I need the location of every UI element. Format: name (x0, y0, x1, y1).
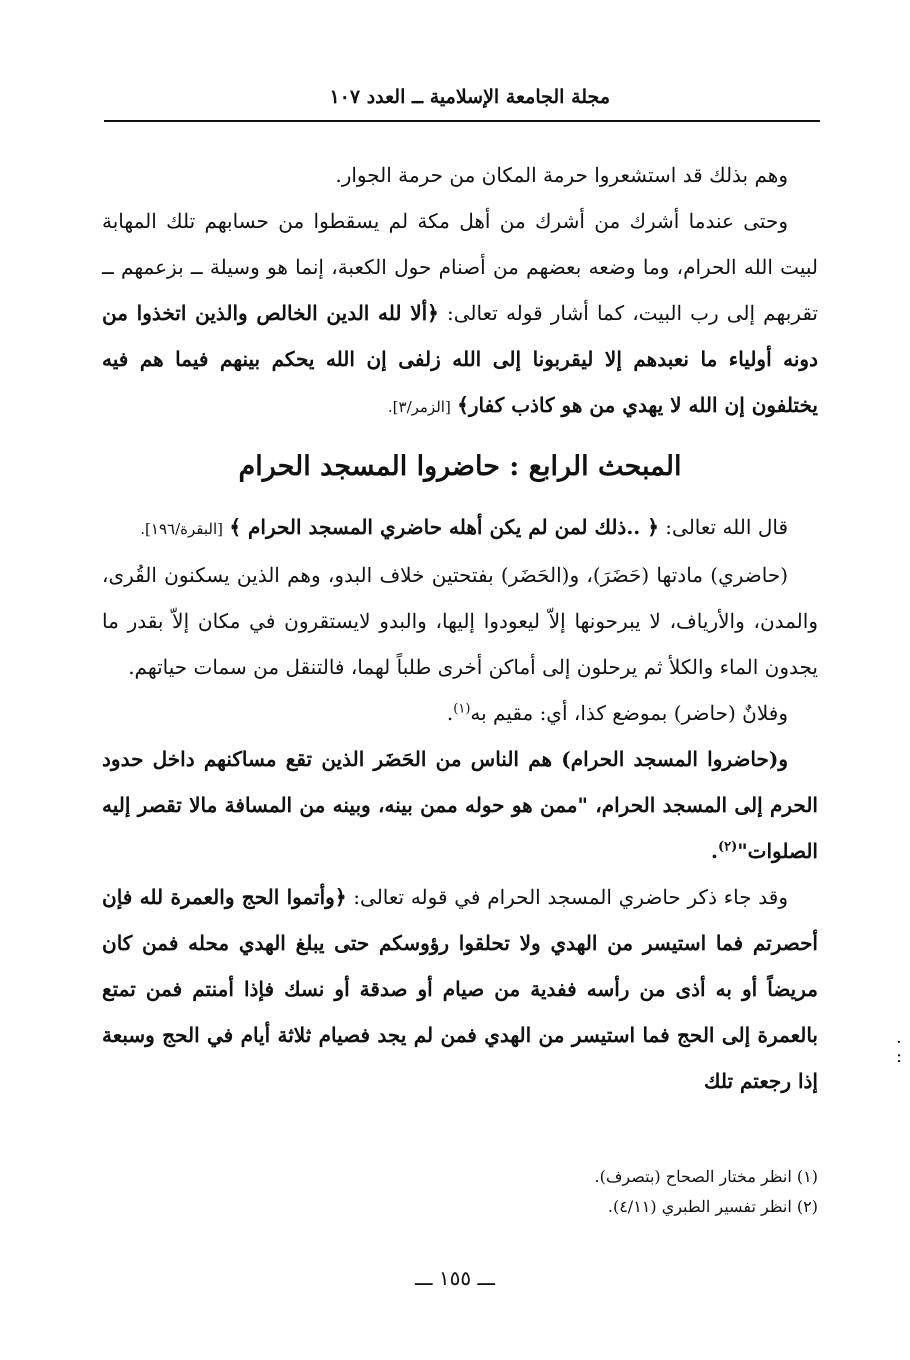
running-header (104, 82, 820, 122)
period: . (446, 701, 454, 725)
section-paragraph-5-text: وقد جاء ذكر حاضري المسجد الحرام في قوله تعالى: (346, 885, 788, 909)
page-number: ـــ ١٥٥ ـــ (414, 1266, 496, 1290)
section-paragraph-5 (102, 874, 818, 1104)
footnote-mark-2[interactable]: (٢) (717, 839, 738, 855)
quran-verse-hajj: ﴿وأتموا الحج والعمرة لله فإن أحصرتم فما استيسر من الهدي ولا تحلقوا رؤوسكم حتى يبلغ الهدي محله فمن كان مريضاً أو به أذى من رأسه ففدية من صيام أو صدقة أو نسك فإذا أمنتم فمن تمتع بالعمرة إلى الحج فما استيسر من الهدي فمن لم يجد فصيام ثلاثة أيام في الحج وسبعة إذا رجعتم تلك (102, 885, 818, 1093)
verse-reference: [البقرة/١٩٦]. (140, 520, 223, 538)
header-rule (104, 120, 820, 122)
section-paragraph-2: (حاضري) مادتها (حَضَرَ)، و(الحَضَر) بفتحتين خلاف البدو، وهم الذين يسكنون القُرى، والمدن، والأرياف، لا يبرحونها إلاّ ليعودوا إليها، والبدو لايستقرون في مكان إلاّ بقدر ما يجدون الماء والكلأ ثم يرحلون إلى أماكن أخرى طلباً لهما، فالتنقل من سمات حياتهم. (102, 563, 818, 679)
quran-verse-baqara: ﴿ ..ذلك لمن لم يكن أهله حاضري المسجد الحرام ﴾ (229, 515, 659, 539)
section-paragraph-3-text: وفلانٌ (حاضر) بموضع كذا، أي: مقيم به (470, 701, 788, 725)
footnote-1: (١) انظر مختار الصحاح (بتصرف). (594, 1167, 818, 1186)
quran-verse-zumar: ﴿ألا لله الدين الخالص والذين اتخذوا من دونه أولياء ما نعبدهم إلا ليقربونا إلى الله زلفى إن الله يحكم بينهم فيما هم فيه يختلفون إن الله لا يهدي من هو كاذب كفار﴾ (102, 301, 818, 417)
footnote-2: (٢) انظر تفسير الطبري (٤/١١). (607, 1197, 818, 1216)
section-paragraph-4 (102, 736, 818, 874)
section-heading: المبحث الرابع : حاضروا المسجد الحرام (238, 451, 682, 482)
section-paragraph-4-text: و(حاضروا المسجد الحرام) هم الناس من الحَضَر الذين تقع مساكنهم داخل حدود الحرم إلى المسجد الحرام، "ممن هو حوله ممن بينه، وبينه من المسافة مالا تقصر إليه الصلوات" (102, 747, 818, 863)
journal-title: مجلة الجامعة الإسلامية ــ العدد ١٠٧ (329, 86, 610, 108)
section-paragraph-3 (102, 690, 818, 736)
period: . (710, 839, 718, 863)
section-paragraph-1-text: قال الله تعالى: (658, 515, 788, 539)
footnotes (102, 1162, 818, 1222)
margin-marks: · : (896, 1032, 903, 1067)
verse-reference: [الزمر/٣]. (387, 398, 451, 416)
paragraph-1: وهم بذلك قد استشعروا حرمة المكان من حرمة الجوار. (335, 163, 788, 187)
paragraph-2-text: وحتى عندما أشرك من أشرك من أهل مكة لم يسقطوا من حسابهم تلك المهابة لبيت الله الحرام، وما وضعه بعضهم من أصنام حول الكعبة، إنما هو وسيلة ــ بزعمهم ــ تقربهم إلى رب البيت، كما أشار قوله تعالى: (102, 209, 819, 325)
section-paragraph-1 (102, 504, 818, 552)
main-text (102, 152, 818, 1104)
paragraph-2 (102, 198, 818, 430)
footnote-mark-1[interactable]: (١) (453, 701, 471, 717)
